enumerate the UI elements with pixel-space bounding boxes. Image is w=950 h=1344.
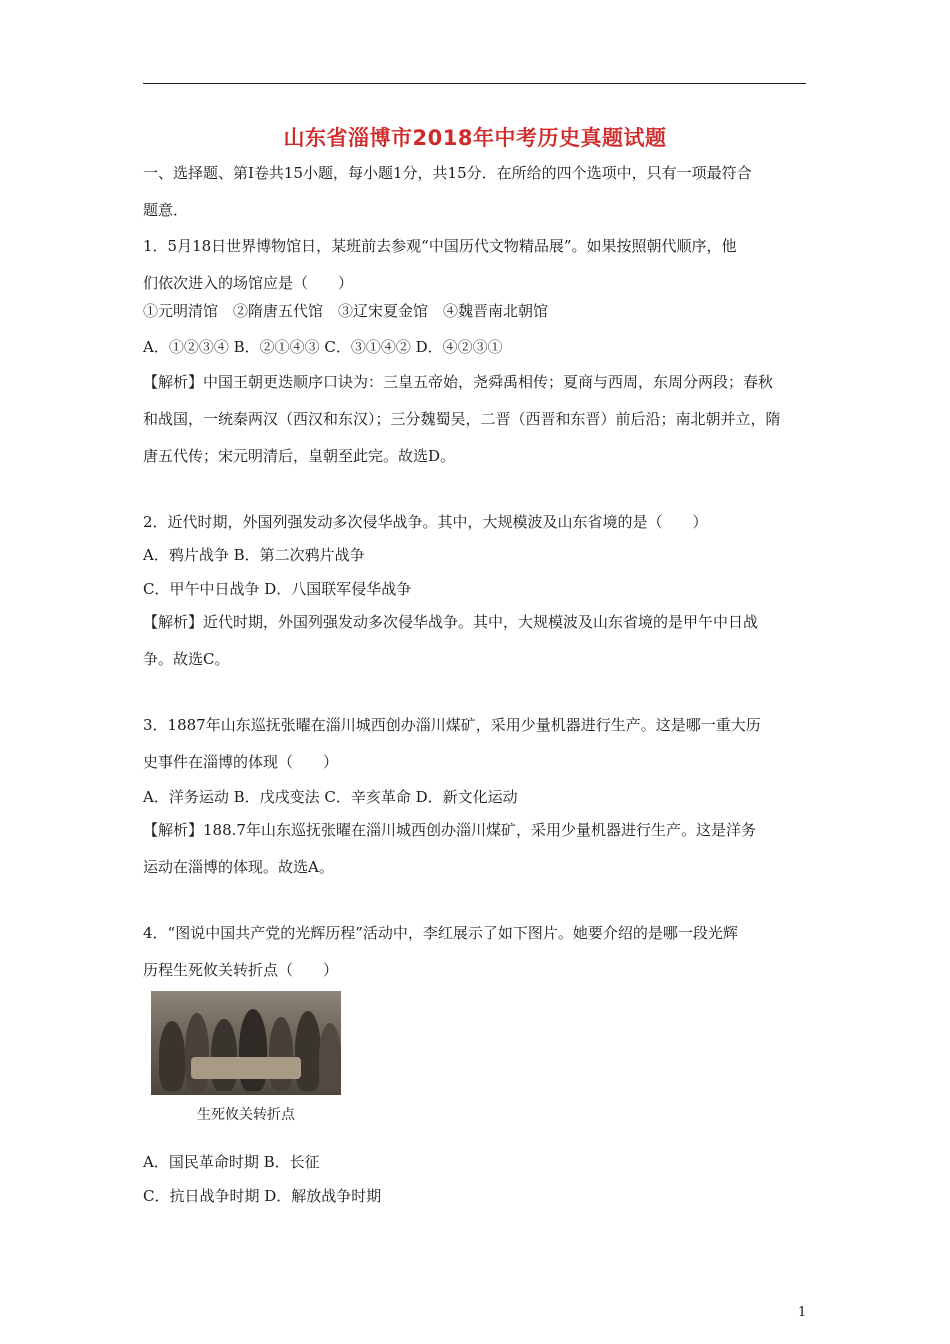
question-1-stem: 1．5月18日世界博物馆日，某班前去参观“中国历代文物精品展”。如果按照朝代顺序，他	[143, 237, 737, 255]
question-2-options: A．鸦片战争 B．第二次鸦片战争	[143, 546, 365, 564]
question-2-stem: 2．近代时期，外国列强发动多次侵华战争。其中，大规模波及山东省境的是（ ）	[143, 513, 708, 531]
question-3-analysis: 运动在淄博的体现。故选A。	[143, 858, 334, 876]
question-4-stem: 历程生死攸关转折点（ ）	[143, 961, 339, 979]
section-intro-line: 题意．	[143, 201, 189, 219]
question-1-analysis: 和战国，一统秦两汉（西汉和东汉）；三分魏蜀吴，二晋（西晋和东晋）前后沿；南北朝并立，隋	[143, 410, 781, 428]
question-1-stem: 们依次进入的场馆应是（ ）	[143, 274, 354, 292]
question-1-options: A．①②③④ B．②①④③ C．③①④② D．④②③①	[143, 338, 503, 356]
header-rule	[143, 83, 806, 84]
question-4-options: C．抗日战争时期 D．解放战争时期	[143, 1187, 382, 1205]
page-number: 1	[798, 1305, 807, 1320]
question-3-stem: 3．1887年山东巡抚张曜在淄川城西创办淄川煤矿，采用少量机器进行生产。这是哪一重大历	[143, 716, 761, 734]
question-2-analysis: 【解析】近代时期，外国列强发动多次侵华战争。其中，大规模波及山东省境的是甲午中日战	[143, 613, 759, 631]
question-1-items: ①元明清馆 ②隋唐五代馆 ③辽宋夏金馆 ④魏晋南北朝馆	[143, 302, 549, 320]
question-2-analysis: 争。故选C。	[143, 650, 230, 668]
question-1-analysis: 【解析】中国王朝更迭顺序口诀为：三皇五帝始，尧舜禹相传；夏商与西周，东周分两段；春秋	[143, 373, 774, 391]
question-3-options: A．洋务运动 B．戊戌变法 C．辛亥革命 D．新文化运动	[143, 788, 518, 806]
question-1-analysis: 唐五代传；宋元明清后，皇朝至此完。故选D。	[143, 447, 456, 465]
historical-painting-image	[151, 991, 341, 1095]
question-2-options: C．甲午中日战争 D．八国联军侵华战争	[143, 580, 412, 598]
question-3-analysis: 【解析】188.7年山东巡抚张曜在淄川城西创办淄川煤矿，采用少量机器进行生产。这是洋务	[143, 821, 756, 839]
section-intro-line: 一、选择题、第Ⅰ卷共15小题，每小题1分，共15分．在所给的四个选项中，只有一项最符合	[143, 164, 752, 182]
question-4-stem: 4．“图说中国共产党的光辉历程”活动中，李红展示了如下图片。她要介绍的是哪一段光辉	[143, 924, 738, 942]
figure-caption: 生死攸关转折点	[197, 1107, 295, 1123]
document-title: 山东省淄博市2018年中考历史真题试题	[283, 126, 667, 150]
question-4-options: A．国民革命时期 B．长征	[143, 1153, 320, 1171]
question-3-stem: 史事件在淄博的体现（ ）	[143, 753, 339, 771]
